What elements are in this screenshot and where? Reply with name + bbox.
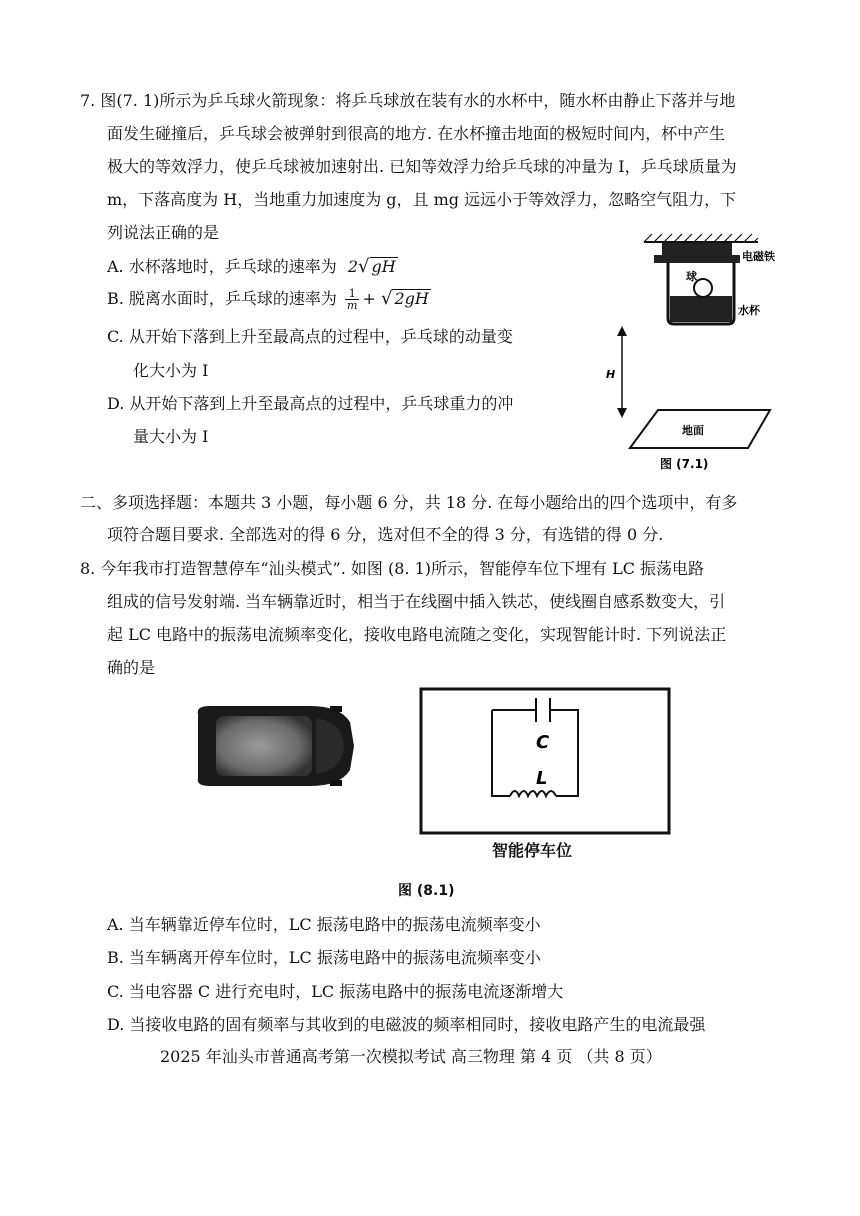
q7-option-b-numerator: 1: [345, 288, 359, 300]
q8-line-4: 确的是: [107, 658, 156, 677]
q7-line-5: 列说法正确的是: [107, 223, 220, 242]
q8-option-a: A. 当车辆靠近停车位时，LC 振荡电路中的振荡电流频率变小: [107, 915, 541, 934]
sqrt-sign-icon: √: [358, 256, 370, 277]
car-top-view-image: [190, 700, 370, 792]
q7-line-1: 7. 图(7. 1)所示为乒乓球火箭现象：将乒乓球放在装有水的水杯中，随水杯由静止下落并与地: [80, 91, 736, 110]
q7-line-3: 极大的等效浮力，使乒乓球被加速射出. 已知等效浮力给乒乓球的冲量为 I，乒乓球质量为: [107, 157, 737, 176]
water: [670, 296, 732, 322]
q7-option-a-text: A. 水杯落地时，乒乓球的速率为: [107, 257, 337, 276]
q7-option-b-radicand: 2gH: [394, 289, 429, 308]
q7-option-d-line-2: 量大小为 I: [133, 427, 209, 446]
q7-line-2: 面发生碰撞后，乒乓球会被弹射到很高的地方. 在水杯撞击地面的极短时间内，杯中产生: [107, 124, 726, 143]
figure-7-1: [600, 232, 800, 480]
q8-option-c: C. 当电容器 C 进行充电时，LC 振荡电路中的振荡电流逐渐增大: [107, 982, 564, 1001]
q7-option-b-denominator: m: [347, 299, 358, 312]
ground-label: 地面: [682, 424, 704, 437]
page-footer: 2025 年汕头市普通高考第一次模拟考试 高三物理 第 4 页 （共 8 页）: [160, 1047, 662, 1066]
figure-8-1-circuit: [418, 686, 674, 856]
q7-option-a: [107, 256, 398, 278]
cup-label: 水杯: [738, 304, 760, 317]
q7-option-b-fraction: [345, 288, 359, 311]
q7-option-b-text: B. 脱离水面时，乒乓球的速率为: [107, 289, 337, 308]
section-2-line-1: 二、多项选择题：本题共 3 小题，每小题 6 分，共 18 分. 在每小题给出的四个选项中，有多: [80, 493, 738, 512]
q8-option-b: B. 当车辆离开停车位时，LC 振荡电路中的振荡电流频率变小: [107, 948, 541, 967]
q8-option-d: D. 当接收电路的固有频率与其收到的电磁波的频率相同时，接收电路产生的电流最强: [107, 1015, 706, 1034]
capacitor-label: C: [536, 732, 550, 753]
ball-label: 球: [686, 270, 697, 283]
figure-8-1-caption: 图 (8.1): [398, 883, 455, 899]
q7-option-b-plus: +: [362, 289, 376, 308]
q7-option-a-radicand: gH: [371, 257, 396, 276]
height-arrow: [617, 326, 627, 418]
electromagnet: [662, 243, 732, 257]
q8-line-1: 8. 今年我市打造智慧停车“汕头模式”. 如图 (8. 1)所示，智能停车位下埋有 LC 振荡电路: [80, 559, 705, 578]
q7-option-c-line-2: 化大小为 I: [133, 361, 209, 380]
section-2-line-2: 项符合题目要求. 全部选对的得 6 分，选对但不全的得 3 分，有选错的得 0 分.: [107, 525, 664, 544]
inductor-label: L: [536, 768, 548, 789]
height-label: H: [606, 368, 616, 381]
parking-spot-label: 智能停车位: [492, 841, 573, 860]
q8-line-2: 组成的信号发射端. 当车辆靠近时，相当于在线圈中插入铁芯，使线圈自感系数变大，引: [107, 592, 726, 611]
ceiling-hatch: [644, 234, 758, 242]
parking-spot-frame: [421, 689, 669, 833]
q7-option-a-coef: 2: [347, 257, 359, 276]
q7-option-c-line-1: C. 从开始下落到上升至最高点的过程中，乒乓球的动量变: [107, 327, 513, 346]
figure-7-1-caption: 图 (7.1): [660, 457, 709, 471]
q8-line-3: 起 LC 电路中的振荡电流频率变化，接收电路电流随之变化，实现智能计时. 下列说法正: [107, 625, 727, 644]
magnet-label: 电磁铁: [742, 250, 775, 263]
q7-line-4: m，下落高度为 H，当地重力加速度为 g，且 mg 远远小于等效浮力，忽略空气阻力，下: [107, 190, 737, 209]
q7-option-d-line-1: D. 从开始下落到上升至最高点的过程中，乒乓球重力的冲: [107, 394, 514, 413]
sqrt-sign-icon: √: [380, 288, 393, 309]
q7-option-b: [107, 288, 431, 311]
